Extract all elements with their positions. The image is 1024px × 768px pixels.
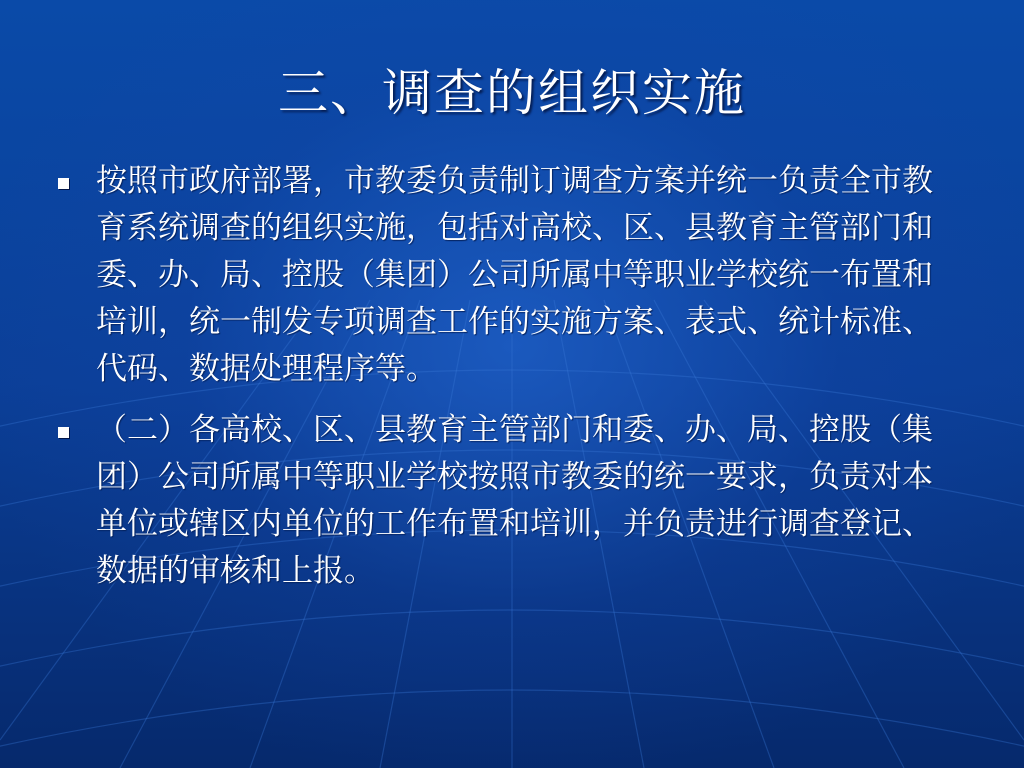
bullet-text: （二）各高校、区、县教育主管部门和委、办、局、控股（集团）公司所属中等职业学校按照市教委的统一要求，负责对本单位或辖区内单位的工作布置和培训，并负责进行调查登记、数据的审核和上报。 (96, 412, 933, 589)
bullet-item (58, 407, 958, 595)
bullet-text: 按照市政府部署，市教委负责制订调查方案并统一负责全市教育系统调查的组织实施，包括对高校、区、县教育主管部门和委、办、局、控股（集团）公司所属中等职业学校统一布置和培训，统一制发专项调查工作的实施方案、表式、统计标准、代码、数据处理程序等。 (96, 163, 933, 387)
bullet-list (58, 158, 958, 609)
square-bullet-icon (58, 178, 69, 189)
slide-title: 三、调查的组织实施 (278, 64, 746, 122)
square-bullet-icon (58, 427, 69, 438)
bullet-item (58, 158, 958, 393)
